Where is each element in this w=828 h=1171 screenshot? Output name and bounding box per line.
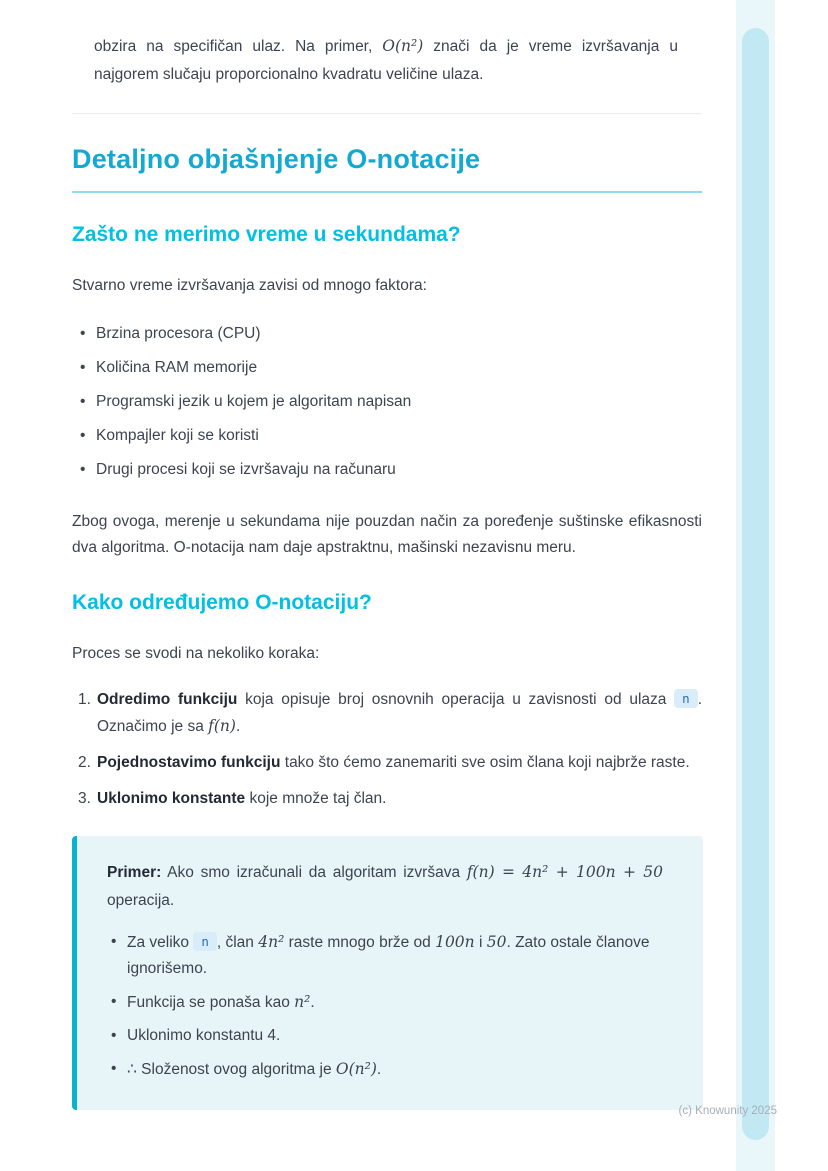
scrollbar-track[interactable] xyxy=(736,0,775,1171)
scrollbar-thumb[interactable] xyxy=(742,28,769,1140)
example-label: Primer: xyxy=(107,864,162,881)
list-item-text: raste mnogo brže od xyxy=(284,934,436,951)
paragraph-text: obzira na specifičan ulaz. Na primer, xyxy=(94,38,383,55)
list-item-text: Kompajler koji se koristi xyxy=(96,427,259,444)
list-item-text: ∴ Složenost ovog algoritma je xyxy=(127,1061,336,1078)
continued-paragraph xyxy=(94,32,678,89)
list-item xyxy=(111,1023,663,1049)
example-text: operacija. xyxy=(107,892,175,909)
heading-underline xyxy=(72,191,702,193)
page-content xyxy=(72,0,702,1110)
section-heading-why: Zašto ne merimo vreme u sekundama? xyxy=(72,223,461,246)
list-item-text: Uklonimo konstantu 4. xyxy=(127,1027,281,1044)
list-item xyxy=(111,929,663,982)
math-inline: 50 xyxy=(486,933,507,951)
bullet-icon: • xyxy=(80,393,86,410)
list-item xyxy=(80,457,702,483)
list-item xyxy=(111,989,663,1016)
paragraph-text: znači da je vreme izvršavanja u najgorem slučaju proporcionalno kvadratu veličine ulaza. xyxy=(94,38,678,83)
bullet-icon: • xyxy=(111,1027,117,1044)
math-inline: O(n²) xyxy=(335,1060,377,1078)
list-item-text: Za veliko xyxy=(127,934,194,951)
why-intro: Stvarno vreme izvršavanja zavisi od mnogo faktora: xyxy=(72,277,427,294)
list-item xyxy=(111,1056,663,1083)
math-inline: f(n) xyxy=(208,717,236,735)
section-heading-how: Kako određujemo O-notaciju? xyxy=(72,591,372,614)
example-callout xyxy=(72,836,703,1110)
step-number: 3. xyxy=(78,790,91,807)
list-item-text: . xyxy=(310,994,315,1011)
example-lead xyxy=(107,858,663,915)
factors-list xyxy=(72,321,702,483)
steps-list xyxy=(72,687,702,812)
bullet-icon: • xyxy=(111,933,117,950)
step-bold: Uklonimo konstante xyxy=(97,790,246,807)
list-item-text: , član xyxy=(216,934,259,951)
math-inline: 100n xyxy=(435,933,475,951)
example-list xyxy=(107,929,663,1083)
step-bold: Pojednostavimo funkciju xyxy=(97,754,281,771)
step-item xyxy=(78,750,702,776)
list-item-text: Funkcija se ponaša kao xyxy=(127,994,295,1011)
math-inline: f(n) = 4n² + 100n + 50 xyxy=(466,863,664,881)
inline-code-n: n xyxy=(674,689,698,708)
list-item xyxy=(80,423,702,449)
example-text: Ako smo izračunali da algoritam izvršava xyxy=(161,864,467,881)
step-text: koja opisuje broj osnovnih operacija u zavisnosti od ulaza xyxy=(237,691,675,708)
list-item-text: Programski jezik u kojem je algoritam napisan xyxy=(96,393,412,410)
step-text: . Označimo je sa xyxy=(97,691,702,735)
bullet-icon: • xyxy=(80,325,86,342)
how-intro: Proces se svodi na nekoliko koraka: xyxy=(72,645,320,662)
math-inline: 4n² xyxy=(258,933,285,951)
page-title: Detaljno objašnjenje O-notacije xyxy=(72,144,481,174)
step-item xyxy=(78,786,702,812)
list-item-text: . Zato ostale članove ignorišemo. xyxy=(127,934,650,977)
why-outro: Zbog ovoga, merenje u sekundama nije pouzdan način za poređenje suštinske efikasnosti dva algoritma. O-notacija nam daje apstraktnu, mašinski nezavisnu meru. xyxy=(72,513,702,556)
list-item-text: i xyxy=(474,934,487,951)
bullet-icon: • xyxy=(80,427,86,444)
step-text: tako što ćemo zanemariti sve osim člana koji najbrže raste. xyxy=(280,754,690,771)
step-text: koje množe taj član. xyxy=(245,790,387,807)
list-item-text: Količina RAM memorije xyxy=(96,359,258,376)
list-item-text: . xyxy=(376,1061,382,1078)
inline-code-n: n xyxy=(193,932,217,951)
step-text: . xyxy=(235,718,241,735)
step-bold: Odredimo funkciju xyxy=(97,691,238,708)
step-number: 1. xyxy=(78,691,91,708)
bullet-icon: • xyxy=(80,461,86,478)
math-inline: O(n²) xyxy=(382,37,424,55)
bullet-icon: • xyxy=(80,359,86,376)
bullet-icon: • xyxy=(111,1060,117,1077)
copyright: (c) Knowunity 2025 xyxy=(678,1105,777,1117)
list-item-text: Drugi procesi koji se izvršavaju na računaru xyxy=(96,461,396,478)
section-divider xyxy=(72,113,702,114)
list-item-text: Brzina procesora (CPU) xyxy=(96,325,261,342)
list-item xyxy=(80,321,702,347)
step-number: 2. xyxy=(78,754,91,771)
step-item xyxy=(78,687,702,740)
list-item xyxy=(80,389,702,415)
list-item xyxy=(80,355,702,381)
bullet-icon: • xyxy=(111,993,117,1010)
math-inline: n² xyxy=(294,993,311,1011)
